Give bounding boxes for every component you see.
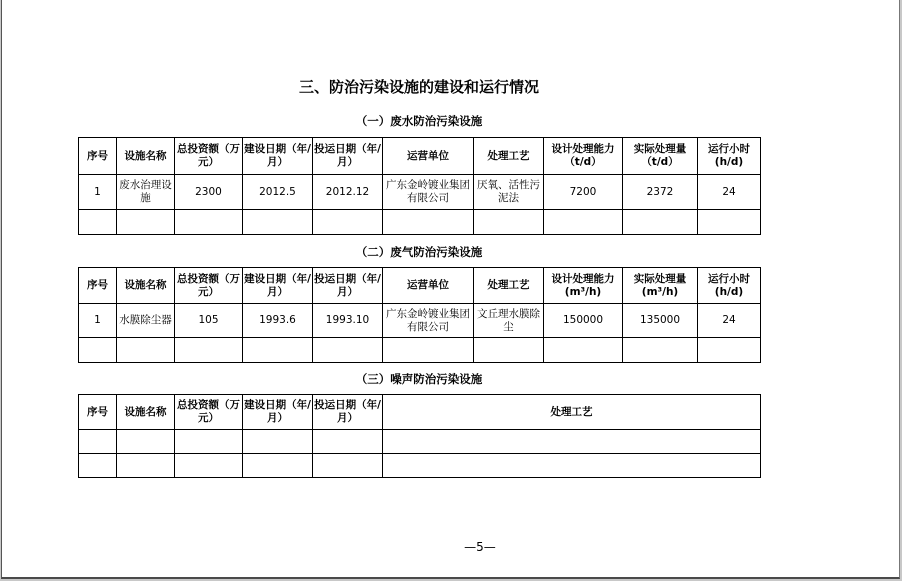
noise-table bbox=[78, 394, 761, 478]
header-cell: 序号 bbox=[79, 268, 117, 304]
page-number: —5— bbox=[464, 540, 496, 554]
table-row-empty bbox=[79, 338, 761, 363]
table-row-empty bbox=[79, 210, 761, 235]
table-cell: 135000 bbox=[623, 304, 698, 338]
table-row-empty bbox=[79, 454, 761, 478]
header-cell: 总投资额（万元） bbox=[175, 395, 243, 430]
table-cell: 2372 bbox=[623, 175, 698, 210]
header-cell: 运营单位 bbox=[383, 138, 474, 175]
table-row bbox=[79, 175, 761, 210]
table-header-row bbox=[79, 138, 761, 175]
table-cell: 广东金岭镀业集团有限公司 bbox=[383, 175, 474, 210]
header-cell: 实际处理量(m³/h) bbox=[623, 268, 698, 304]
table-cell: 水膜除尘器 bbox=[117, 304, 175, 338]
water-section-title: （一）废水防治污染设施 bbox=[355, 114, 483, 128]
header-cell: 设计处理能力（t/d） bbox=[544, 138, 623, 175]
header-cell: 序号 bbox=[79, 138, 117, 175]
table-cell: 2012.12 bbox=[313, 175, 383, 210]
table-cell: 厌氧、活性污泥法 bbox=[474, 175, 544, 210]
table-cell: 废水治理设施 bbox=[117, 175, 175, 210]
header-cell: 总投资额（万元） bbox=[175, 268, 243, 304]
table-cell: 105 bbox=[175, 304, 243, 338]
gas-table bbox=[78, 267, 761, 363]
header-cell: 运行小时(h/d) bbox=[698, 268, 761, 304]
header-cell: 投运日期（年/月） bbox=[313, 268, 383, 304]
noise-section-title: （三）噪声防治污染设施 bbox=[355, 372, 483, 386]
table-cell: 1993.6 bbox=[243, 304, 313, 338]
header-cell: 建设日期（年/月） bbox=[243, 268, 313, 304]
header-cell: 处理工艺 bbox=[474, 268, 544, 304]
header-cell: 处理工艺 bbox=[383, 395, 761, 430]
header-cell: 设计处理能力(m³/h) bbox=[544, 268, 623, 304]
water-table bbox=[78, 137, 761, 235]
table-header-row bbox=[79, 268, 761, 304]
table-cell: 24 bbox=[698, 175, 761, 210]
header-cell: 运行小时(h/d) bbox=[698, 138, 761, 175]
header-cell: 投运日期（年/月） bbox=[313, 138, 383, 175]
table-row bbox=[79, 304, 761, 338]
header-cell: 投运日期（年/月） bbox=[313, 395, 383, 430]
header-cell: 设施名称 bbox=[117, 268, 175, 304]
header-cell: 总投资额（万元） bbox=[175, 138, 243, 175]
table-cell: 1993.10 bbox=[313, 304, 383, 338]
header-cell: 运营单位 bbox=[383, 268, 474, 304]
header-cell: 处理工艺 bbox=[474, 138, 544, 175]
table-row-empty bbox=[79, 430, 761, 454]
table-cell: 150000 bbox=[544, 304, 623, 338]
header-cell: 序号 bbox=[79, 395, 117, 430]
gas-section-title: （二）废气防治污染设施 bbox=[355, 245, 483, 259]
table-cell: 2300 bbox=[175, 175, 243, 210]
table-cell: 广东金岭镀业集团有限公司 bbox=[383, 304, 474, 338]
header-cell: 实际处理量（t/d） bbox=[623, 138, 698, 175]
header-cell: 建设日期（年/月） bbox=[243, 138, 313, 175]
header-cell: 设施名称 bbox=[117, 395, 175, 430]
main-title: 三、防治污染设施的建设和运行情况 bbox=[298, 78, 539, 96]
document-page bbox=[1, 0, 900, 579]
table-header-row bbox=[79, 395, 761, 430]
header-cell: 设施名称 bbox=[117, 138, 175, 175]
table-cell: 24 bbox=[698, 304, 761, 338]
table-cell: 1 bbox=[79, 304, 117, 338]
table-cell: 2012.5 bbox=[243, 175, 313, 210]
table-cell: 文丘理水膜除尘 bbox=[474, 304, 544, 338]
table-cell: 1 bbox=[79, 175, 117, 210]
header-cell: 建设日期（年/月） bbox=[243, 395, 313, 430]
table-cell: 7200 bbox=[544, 175, 623, 210]
